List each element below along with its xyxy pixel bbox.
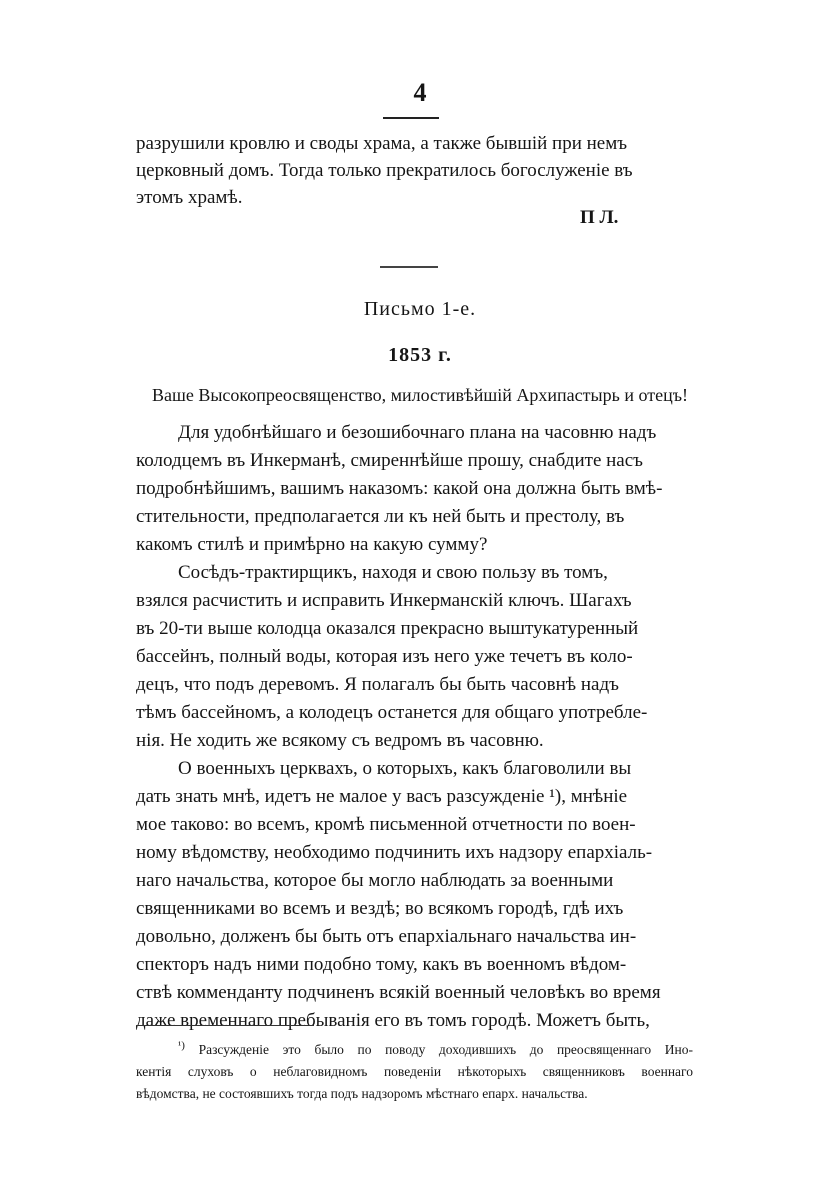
paragraph-line: нія. Не ходить же всякому съ ведромъ въ часовню.	[136, 730, 544, 751]
paragraph-line: колодцемъ въ Инкерманѣ, смиреннѣйше прошу, снабдите насъ	[136, 450, 643, 471]
footnote-mark: ¹)	[178, 1039, 185, 1052]
footnote-line	[178, 1041, 693, 1059]
paragraph-line: довольно, долженъ бы быть отъ епархіальнаго начальства ин-	[136, 926, 637, 947]
paragraph-line: взялся расчистить и исправить Инкерманскій ключъ. Шагахъ	[136, 590, 632, 611]
paragraph-line: священниками во всемъ и вездѣ; во всякомъ городѣ, гдѣ ихъ	[136, 898, 624, 919]
continuation-line: этомъ храмѣ.	[136, 187, 243, 208]
paragraph-line: тѣмъ бассейномъ, а колодецъ останется для общаго употребле-	[136, 702, 648, 723]
footnote-rule	[136, 1025, 314, 1026]
paragraph-line: О военныхъ церквахъ, о которыхъ, какъ благоволили вы	[178, 758, 632, 779]
footnote-text: Разсужденіе это было по поводу доходившихъ до преосвященнаго Ино-	[198, 1042, 694, 1057]
letter-title: Письмо 1-е.	[363, 298, 477, 320]
paragraph-line: подробнѣйшимъ, вашимъ наказомъ: какой она должна быть вмѣ-	[136, 478, 663, 499]
footnote-line: кентія слуховъ о неблаговидномъ поведеніи нѣкоторыхъ священниковъ военнаго	[136, 1064, 693, 1079]
continuation-line: церковный домъ. Тогда только прекратилось богослуженіе въ	[136, 160, 633, 181]
letter-year: 1853 г.	[388, 344, 452, 366]
author-initials: П Л.	[580, 207, 619, 228]
page-number-rule	[383, 117, 439, 119]
letter-salutation: Ваше Высокопреосвященство, милостивѣйшій Архипастырь и отецъ!	[151, 385, 689, 405]
paragraph-line: какомъ стилѣ и примѣрно на какую сумму?	[136, 534, 488, 555]
paragraph-line: ному вѣдомству, необходимо подчинить ихъ надзору епархіаль-	[136, 842, 653, 863]
paragraph-line: даже временнаго пребыванія его въ томъ городѣ. Можетъ быть,	[136, 1010, 650, 1031]
paragraph-line: спекторъ надъ ними подобно тому, какъ въ военномъ вѣдом-	[136, 954, 627, 975]
paragraph-line: Для удобнѣйшаго и безошибочнаго плана на часовню надъ	[178, 422, 657, 443]
paragraph-line: дать знать мнѣ, идетъ не малое у васъ разсужденіе ¹), мнѣніе	[136, 786, 628, 807]
paragraph-line: мое таково: во всемъ, кромѣ письменной отчетности по воен-	[136, 814, 636, 835]
paragraph-line: децъ, что подъ деревомъ. Я полагалъ бы быть часовнѣ надъ	[136, 674, 619, 695]
continuation-line: разрушили кровлю и своды храма, а также бывшій при немъ	[136, 133, 628, 154]
paragraph-line: Сосѣдъ-трактирщикъ, находя и свою пользу въ томъ,	[178, 562, 608, 583]
footnote-line: вѣдомства, не состоявшихъ тогда подъ надзоромъ мѣстнаго епарх. начальства.	[136, 1086, 588, 1101]
paragraph-line: бассейнъ, полный воды, которая изъ него уже течетъ въ коло-	[136, 646, 633, 667]
paragraph-line: стительности, предполагается ли къ ней быть и престолу, въ	[136, 506, 625, 527]
paragraph-line: ствѣ комменданту подчиненъ всякій военный человѣкъ во время	[136, 982, 661, 1003]
page-number: 4	[413, 78, 427, 107]
paragraph-line: наго начальства, которое бы могло наблюдать за военными	[136, 870, 614, 891]
paragraph-line: въ 20-ти выше колодца оказался прекрасно выштукатуренный	[136, 618, 639, 639]
section-separator	[380, 266, 438, 268]
